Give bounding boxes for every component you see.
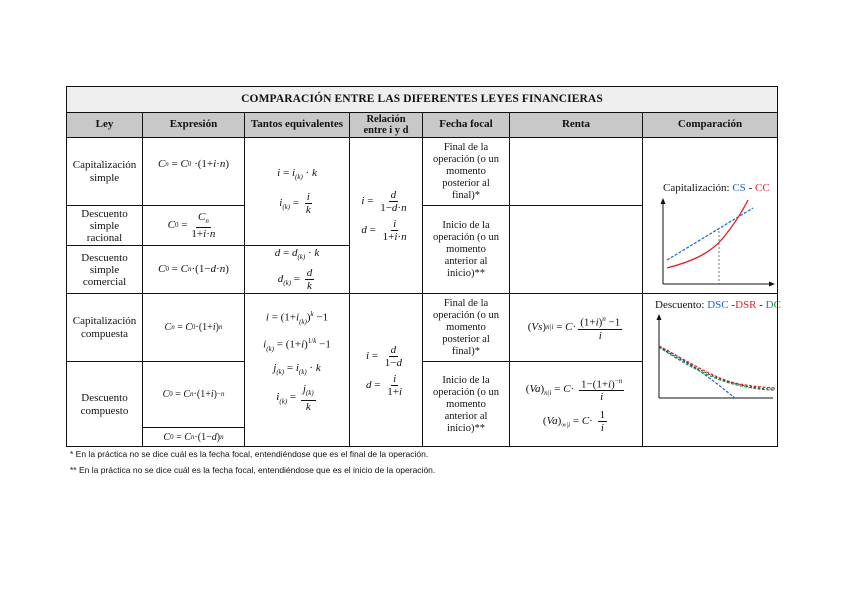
fecha-inicio-compuesta-l3: momento xyxy=(446,398,486,410)
renta-vs: ( Vs ) n|i = C · $\frac{(1+i)^n -1}{i}$ xyxy=(527,315,621,342)
fecha-inicio-compuesta-l5: inicio)** xyxy=(447,422,485,434)
fecha-inicio-compuesta xyxy=(423,362,509,447)
table-title: COMPARACIÓN ENTRE LAS DIFERENTES LEYES FINANCIERAS xyxy=(241,93,603,105)
renta-va: $(Va)_{n|i} = C\cdot$ $\frac{1-(1+i)^{-n}}{i}$ $(Va)_{\infty|i} = C\cdot$ $\frac{1}{i}$ xyxy=(525,376,623,435)
law-cap-compuesta xyxy=(67,294,142,361)
chart-cap-label: Capitalización: xyxy=(663,182,730,194)
chart-cap-y-arrow xyxy=(661,198,666,204)
header-renta: Renta xyxy=(561,118,591,130)
header-tantos: Tantos equivalentes xyxy=(250,118,344,130)
law-desc-racional-l2: simple xyxy=(89,219,120,232)
header-relacion-line1: Relación xyxy=(366,113,406,125)
chart-desc-dsr: DSR xyxy=(735,299,757,311)
law-cap-compuesta-l2: compuesta xyxy=(80,327,129,340)
fecha-final-compuesta-l2: operación (o un xyxy=(433,309,499,321)
header-ley: Ley xyxy=(95,118,114,130)
tantos-simple-d: $d = d_{(k)} \cdot k$ $d_{(k)}$ = $\frac{d}{k}$ xyxy=(274,247,320,292)
tantos-compuesto: $i = (1+i_{(k)})^k -1$ $i_{(k)} = (1+i)^{1/k} -1$ $j_{(k)} = i_{(k)} \cdot k$ $i_{(k)}$ = $\frac{j_{(k)}}{k}$ xyxy=(263,310,331,413)
fecha-final-simple-l3: momento xyxy=(446,165,486,177)
expr-cap-simple: C n = C 0 ·(1+ i · n ) xyxy=(157,157,230,170)
chart-cap-cc: CC xyxy=(754,182,770,194)
chart-cap-cs: CS xyxy=(732,182,746,194)
chart-cap-title xyxy=(663,182,770,194)
fecha-inicio-simple-l1: Inicio de la xyxy=(442,219,490,231)
chart-desc-dc: DC xyxy=(765,299,781,311)
law-desc-comercial xyxy=(67,246,142,293)
expr-desc-comercial: C 0 = C n ·(1− d · n ) xyxy=(158,263,229,275)
law-desc-comercial-l3: comercial xyxy=(82,275,127,288)
fecha-final-compuesta xyxy=(423,294,509,361)
law-desc-racional xyxy=(67,206,142,245)
fecha-inicio-simple-l3: momento xyxy=(446,243,486,255)
chart-capitalizacion xyxy=(655,196,777,290)
chart-desc-y-arrow xyxy=(657,314,662,320)
expr-desc-compuesto-d: C 0 = C n ·(1− d ) n xyxy=(163,432,224,443)
law-desc-compuesto-l2: compuesto xyxy=(80,404,129,417)
chart-desc-dsc: DSC xyxy=(707,299,729,311)
law-desc-racional-l1: Descuento xyxy=(81,207,128,220)
chart-cap-sep: - xyxy=(748,182,753,194)
fecha-final-simple-l1: Final de la xyxy=(443,141,489,153)
chart-desc-dsr-curve xyxy=(659,346,775,388)
law-cap-simple-l1: Capitalización xyxy=(72,158,137,171)
law-desc-racional-l3: racional xyxy=(86,231,123,244)
header-relacion-line2: entre i y d xyxy=(363,124,409,136)
law-desc-compuesto xyxy=(67,362,142,447)
fecha-inicio-simple-l4: anterior al xyxy=(444,255,488,267)
fecha-final-compuesta-l1: Final de la xyxy=(443,297,489,309)
law-cap-simple-l2: simple xyxy=(89,171,120,184)
header-fecha: Fecha focal xyxy=(439,118,493,130)
fecha-final-compuesta-l3: momento xyxy=(446,321,486,333)
law-cap-simple xyxy=(67,138,142,205)
chart-cap-cs-line xyxy=(667,208,753,260)
law-cap-compuesta-l1: Capitalización xyxy=(72,314,137,327)
chart-cap-x-arrow xyxy=(769,282,775,287)
fecha-inicio-compuesta-l2: operación (o un xyxy=(433,386,499,398)
footnote-final: * En la práctica no se dice cuál es la fecha focal, entendiéndose que es el final de la operación. xyxy=(70,449,429,459)
header-expresion: Expresión xyxy=(169,118,218,130)
footnote-inicio: ** En la práctica no se dice cuál es la fecha focal, entendiéndose que es el inicio de la operación. xyxy=(70,465,436,475)
fecha-final-simple-l5: final)* xyxy=(452,189,480,201)
expr-desc-racional: C 0 = $\frac{C_n}{1+i\cdot n}$ xyxy=(167,210,216,241)
law-desc-comercial-l1: Descuento xyxy=(81,251,128,264)
relacion-simple: i = $\frac{d}{1-d\cdot n}$ d = $\frac{i}{1+i\cdot n}$ xyxy=(361,188,407,243)
relacion-compuesta: i = $\frac{d}{1-d}$ d = $\frac{i}{1+i}$ xyxy=(366,343,402,398)
fecha-inicio-simple-l2: operación (o un xyxy=(433,231,499,243)
fecha-final-compuesta-l4: posterior al xyxy=(442,333,490,345)
expr-desc-compuesto-i: C 0 = C n ·(1+ i ) −n xyxy=(162,389,225,400)
fecha-inicio-compuesta-l1: Inicio de la xyxy=(442,374,490,386)
tantos-simple-i: $i = i_{(k)} \cdot k$ $i_{(k)}$ = $\frac{i}{k}$ xyxy=(277,167,317,216)
law-desc-compuesto-l1: Descuento xyxy=(81,391,128,404)
chart-cap-cc-curve xyxy=(667,200,748,268)
chart-desc-sep2: - xyxy=(759,299,763,311)
fecha-final-simple xyxy=(423,138,509,205)
fecha-inicio-simple-l5: inicio)** xyxy=(447,267,485,279)
fecha-final-simple-l2: operación (o un xyxy=(433,153,499,165)
fecha-final-simple-l4: posterior al xyxy=(442,177,490,189)
fecha-inicio-simple xyxy=(423,206,509,293)
fecha-inicio-compuesta-l4: anterior al xyxy=(444,410,488,422)
fecha-final-compuesta-l5: final)* xyxy=(452,345,480,357)
chart-desc-label: Descuento: xyxy=(655,299,705,311)
chart-desc-black-curve xyxy=(659,347,775,389)
chart-descuento xyxy=(651,312,777,402)
header-relacion xyxy=(350,112,422,137)
chart-desc-sep1: - xyxy=(731,299,736,311)
header-comparacion: Comparación xyxy=(677,118,743,130)
expr-cap-compuesta: C n = C 0 ·(1+ i ) n xyxy=(164,322,223,333)
chart-desc-title xyxy=(655,299,781,311)
law-desc-comercial-l2: simple xyxy=(89,263,120,276)
